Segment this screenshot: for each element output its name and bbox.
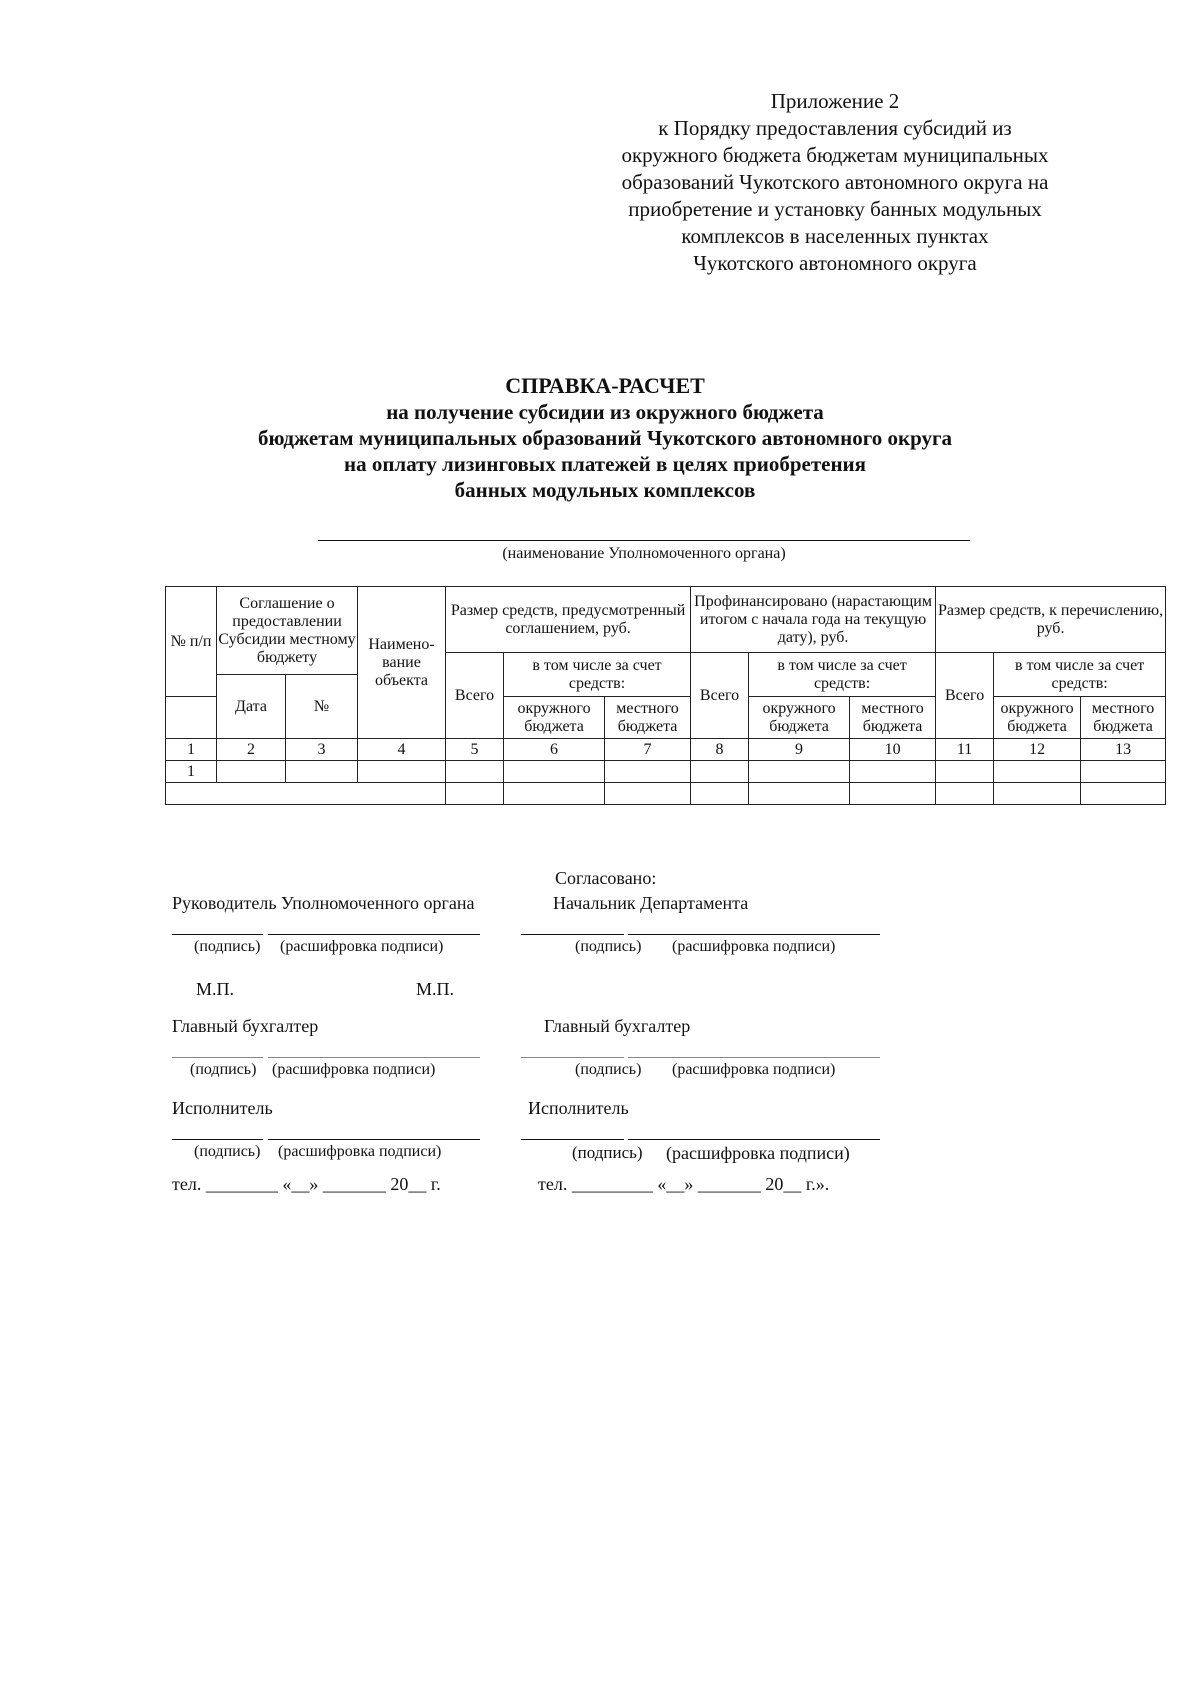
col-number: 13	[1081, 739, 1166, 761]
left-chief-accountant: Главный бухгалтер	[172, 1016, 319, 1036]
table-cell[interactable]	[605, 761, 691, 783]
left-executor: Исполнитель	[172, 1098, 273, 1118]
right-tel-date: тел. _________ «__» _______ 20__ г.».	[538, 1174, 830, 1194]
header-no: №	[286, 675, 358, 739]
header-okr: окружного бюджета	[994, 697, 1081, 739]
sign-caption: (подпись)	[194, 938, 261, 955]
title-line: на получение субсидии из окружного бюджета	[386, 400, 824, 424]
appendix-header	[560, 88, 1110, 277]
col-number: 7	[605, 739, 691, 761]
row-number: 1	[166, 761, 217, 783]
header-incl: в том числе за счет средств:	[994, 653, 1166, 697]
decode-caption: (расшифровка подписи)	[672, 938, 836, 955]
header-mest: местного бюджета	[605, 697, 691, 739]
left-head-title: Руководитель Уполномоченного органа	[172, 893, 475, 913]
decode-line[interactable]	[628, 1139, 880, 1140]
table-cell[interactable]	[358, 761, 446, 783]
col-number: 2	[217, 739, 286, 761]
table-cell[interactable]	[605, 783, 691, 805]
table-row	[166, 783, 1166, 805]
appendix-line: Чукотского автономного округа	[693, 251, 977, 275]
header-okr: окружного бюджета	[749, 697, 850, 739]
decode-line[interactable]	[628, 934, 880, 935]
header-agreement: Соглашение о предоставлении Субсидии местному бюджету	[217, 587, 358, 675]
header-total: Всего	[936, 653, 994, 739]
sign-caption: (подпись)	[572, 1143, 643, 1162]
table-cell[interactable]	[286, 761, 358, 783]
table-cell[interactable]	[936, 783, 994, 805]
appendix-line: приобретение и установку банных модульных	[628, 197, 1042, 221]
col-number: 3	[286, 739, 358, 761]
table-cell[interactable]	[446, 783, 504, 805]
col-number: 8	[691, 739, 749, 761]
col-number: 4	[358, 739, 446, 761]
title-line: на оплату лизинговых платежей в целях приобретения	[343, 452, 867, 476]
decode-line[interactable]	[268, 1057, 480, 1058]
header-object: Наимено-вание объекта	[358, 587, 446, 739]
col-number: 6	[504, 739, 605, 761]
table-cell[interactable]	[446, 761, 504, 783]
title-line: бюджетам муниципальных образований Чукотского автономного округа	[257, 426, 953, 450]
col-number: 5	[446, 739, 504, 761]
table-cell[interactable]	[166, 783, 446, 805]
signature-line[interactable]	[172, 1057, 263, 1058]
right-head-title: Начальник Департамента	[553, 893, 749, 913]
table-cell[interactable]	[1081, 783, 1166, 805]
decode-caption: (расшифровка подписи)	[672, 1061, 836, 1078]
sign-caption: (подпись)	[575, 938, 642, 955]
appendix-line: к Порядку предоставления субсидий из	[658, 116, 1012, 140]
header-mest: местного бюджета	[850, 697, 936, 739]
table-cell[interactable]	[749, 761, 850, 783]
org-name-caption: (наименование Уполномоченного органа)	[502, 545, 786, 562]
decode-caption: (расшифровка подписи)	[278, 1143, 442, 1160]
signature-line[interactable]	[172, 934, 263, 935]
header-financed: Профинансировано (нарастающим итогом с начала года на текущую дату), руб.	[691, 587, 936, 653]
decode-caption: (расшифровка подписи)	[666, 1143, 850, 1163]
appendix-line: Приложение 2	[770, 89, 900, 113]
appendix-line: образований Чукотского автономного округа на	[621, 170, 1049, 194]
signature-line[interactable]	[521, 934, 624, 935]
decode-line[interactable]	[628, 1057, 880, 1058]
header-num-cont	[166, 697, 217, 739]
header-mest: местного бюджета	[1081, 697, 1166, 739]
col-number: 9	[749, 739, 850, 761]
decode-caption: (расшифровка подписи)	[272, 1061, 436, 1078]
decode-caption: (расшифровка подписи)	[280, 938, 444, 955]
header-transfer: Размер средств, к перечислению, руб.	[936, 587, 1166, 653]
appendix-line: окружного бюджета бюджетам муниципальных	[621, 143, 1049, 167]
decode-line[interactable]	[268, 934, 480, 935]
table-row	[166, 761, 1166, 783]
right-chief-accountant: Главный бухгалтер	[544, 1016, 691, 1036]
signature-line[interactable]	[521, 1139, 624, 1140]
agreed-label: Согласовано:	[555, 868, 657, 888]
col-number: 1	[166, 739, 217, 761]
table-cell[interactable]	[850, 761, 936, 783]
sign-caption: (подпись)	[194, 1143, 261, 1160]
header-okr: окружного бюджета	[504, 697, 605, 739]
table-cell[interactable]	[850, 783, 936, 805]
calculation-table	[165, 586, 1166, 805]
col-number: 11	[936, 739, 994, 761]
stamp-label: М.П.	[416, 979, 455, 999]
decode-line[interactable]	[268, 1139, 480, 1140]
signature-line[interactable]	[521, 1057, 624, 1058]
header-incl: в том числе за счет средств:	[749, 653, 936, 697]
sign-caption: (подпись)	[575, 1061, 642, 1078]
left-tel-date: тел. ________ «__» _______ 20__ г.	[172, 1174, 441, 1194]
table-cell[interactable]	[504, 761, 605, 783]
header-total: Всего	[446, 653, 504, 739]
table-cell[interactable]	[936, 761, 994, 783]
table-cell[interactable]	[217, 761, 286, 783]
header-size: Размер средств, предусмотренный соглашением, руб.	[446, 587, 691, 653]
header-date: Дата	[217, 675, 286, 739]
col-number: 10	[850, 739, 936, 761]
table-cell[interactable]	[691, 761, 749, 783]
col-number: 12	[994, 739, 1081, 761]
header-incl: в том числе за счет средств:	[504, 653, 691, 697]
sign-caption: (подпись)	[190, 1061, 257, 1078]
table-cell[interactable]	[691, 783, 749, 805]
table-cell[interactable]	[1081, 761, 1166, 783]
document-title	[180, 373, 1030, 503]
table-cell[interactable]	[994, 761, 1081, 783]
table-cell[interactable]	[504, 783, 605, 805]
header-num: № п/п	[166, 587, 217, 697]
right-executor: Исполнитель	[528, 1098, 629, 1118]
title-line: СПРАВКА-РАСЧЕТ	[505, 373, 705, 398]
table-cell[interactable]	[994, 783, 1081, 805]
signature-line[interactable]	[172, 1139, 263, 1140]
appendix-line: комплексов в населенных пунктах	[681, 224, 989, 248]
column-number-row	[166, 739, 1166, 761]
title-line: банных модульных комплексов	[454, 478, 756, 502]
org-name-line[interactable]	[318, 540, 970, 541]
stamp-label: М.П.	[196, 979, 235, 999]
table-cell[interactable]	[749, 783, 850, 805]
header-total: Всего	[691, 653, 749, 739]
